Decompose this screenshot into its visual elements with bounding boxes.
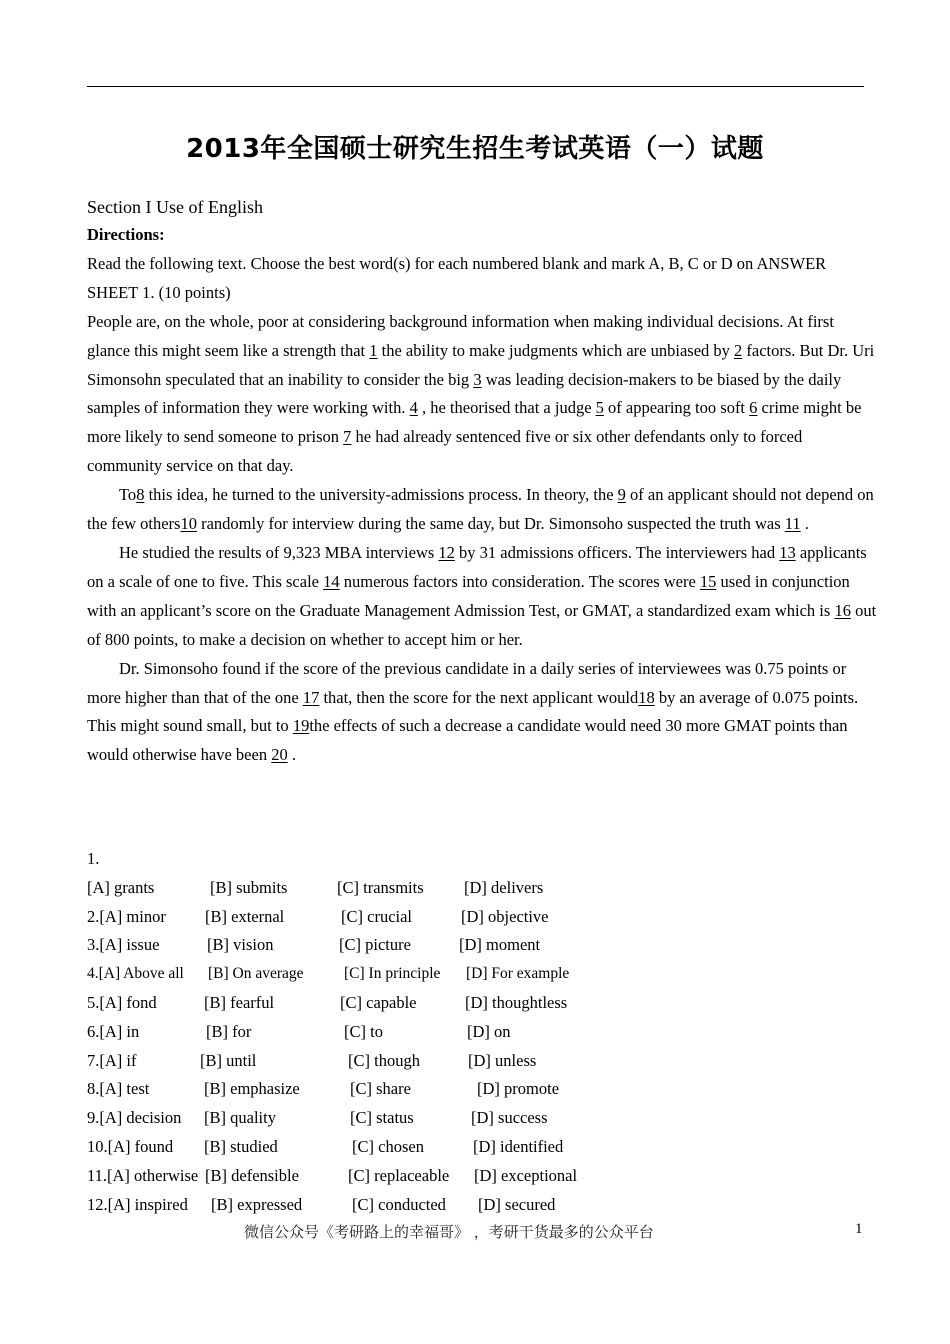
blank-15: 15 xyxy=(699,571,717,591)
option-c: [C] transmits xyxy=(337,877,424,897)
option-d: [D] success xyxy=(471,1108,548,1128)
page-footer xyxy=(0,1221,950,1243)
option-row-5 xyxy=(87,989,787,1018)
passage xyxy=(87,195,877,770)
text: the effects of such a decrease a candidate would need 30 more GMAT points than would otherwise have been xyxy=(87,716,848,765)
option-a: 8.[A] test xyxy=(87,1079,150,1099)
directions-text: Read the following text. Choose the best word(s) for each numbered blank and mark A, B, C or D on ANSWER SHEET 1. (10 points) xyxy=(87,253,827,302)
option-b: [B] defensible xyxy=(205,1165,299,1185)
blank-20: 20 xyxy=(271,745,288,765)
text: by an average of 0.075 points. This might sound small, but to xyxy=(87,687,859,736)
option-b: [B] quality xyxy=(204,1108,276,1128)
blank-19: 19 xyxy=(292,716,310,736)
blank-18: 18 xyxy=(638,687,655,707)
text: , he theorised that a judge xyxy=(417,398,596,418)
option-c: [C] status xyxy=(350,1108,414,1128)
option-c: [C] replaceable xyxy=(348,1165,450,1185)
question-1-label-row xyxy=(87,845,787,874)
blank-12: 12 xyxy=(438,542,455,562)
option-a: 10.[A] found xyxy=(87,1136,174,1156)
blank-13: 13 xyxy=(779,542,796,562)
option-d: [D] thoughtless xyxy=(465,992,568,1012)
text: that, then the score for the next applicant would xyxy=(319,687,639,707)
option-a: 12.[A] inspired xyxy=(87,1194,188,1214)
option-b: [B] external xyxy=(205,906,285,926)
option-d: [D] exceptional xyxy=(474,1165,578,1185)
option-d: [D] unless xyxy=(468,1050,537,1070)
text: of an applicant should not depend on the few others xyxy=(87,485,874,534)
option-row-2 xyxy=(87,903,787,932)
footer-text: 微信公众号《考研路上的幸福哥》 ，考研干货最多的公众平台 xyxy=(244,1223,654,1241)
page-number: 1 xyxy=(855,1221,863,1237)
option-c: [C] though xyxy=(348,1050,420,1070)
blank-3: 3 xyxy=(473,369,482,389)
option-b: [B] for xyxy=(206,1021,252,1041)
blank-2: 2 xyxy=(734,340,743,360)
option-b: [B] submits xyxy=(210,877,288,897)
header-rule xyxy=(87,86,864,87)
blank-5: 5 xyxy=(595,398,604,418)
option-b: [B] expressed xyxy=(211,1194,303,1214)
blank-9: 9 xyxy=(617,485,626,505)
option-a: 9.[A] decision xyxy=(87,1108,182,1128)
text: factors. But Dr. Uri Simonsohn speculated that an inability to consider the big xyxy=(87,340,875,389)
options-list xyxy=(87,845,787,1219)
option-a: 4.[A] Above all xyxy=(87,965,184,983)
option-a: 2.[A] minor xyxy=(87,906,166,926)
paragraph-1 xyxy=(87,308,877,481)
text: Dr. Simonsoho found if the score of the previous candidate in a daily series of interviewees was 0.75 points or more higher than that of the one xyxy=(87,658,847,707)
option-b: [B] studied xyxy=(204,1136,278,1156)
option-row-6 xyxy=(87,1018,787,1047)
paragraph-2 xyxy=(87,481,877,539)
option-c: [C] In principle xyxy=(344,965,441,983)
option-d: [D] objective xyxy=(461,906,549,926)
text: He studied the results of 9,323 MBA interviews xyxy=(119,542,439,562)
text: was leading decision-makers to be biased by the daily samples of information they were working with. xyxy=(87,369,842,418)
text: out of 800 points, to make a decision on whether to accept him or her. xyxy=(87,600,877,649)
blank-14: 14 xyxy=(323,571,340,591)
text: . xyxy=(287,745,296,765)
option-row-12 xyxy=(87,1191,787,1220)
option-b: [B] emphasize xyxy=(204,1079,300,1099)
text: applicants on a scale of one to five. This scale xyxy=(87,542,867,591)
option-b: [B] vision xyxy=(207,935,274,955)
paragraph-3 xyxy=(87,539,877,655)
option-d: [D] identified xyxy=(473,1136,564,1156)
directions-label: Directions: xyxy=(87,225,165,244)
text: . xyxy=(800,514,809,534)
blank-10: 10 xyxy=(180,514,197,534)
option-d: [D] on xyxy=(467,1021,511,1041)
option-c: [C] chosen xyxy=(352,1136,424,1156)
text: of appearing too soft xyxy=(603,398,750,418)
blank-7: 7 xyxy=(343,427,352,447)
blank-11: 11 xyxy=(784,514,801,534)
option-row-10 xyxy=(87,1133,787,1162)
option-row-4 xyxy=(87,960,787,989)
option-b: [B] fearful xyxy=(204,992,275,1012)
text: numerous factors into consideration. The scores were xyxy=(339,571,700,591)
page-title: 2013年全国硕士研究生招生考试英语（一）试题 xyxy=(186,134,764,164)
option-a: 3.[A] issue xyxy=(87,935,160,955)
text: he had already sentenced five or six other defendants only to forced community service on that day. xyxy=(87,427,803,476)
option-a: 11.[A] otherwise xyxy=(87,1165,199,1185)
option-b: [B] until xyxy=(200,1050,257,1070)
text: by 31 admissions officers. The interviewers had xyxy=(454,542,780,562)
blank-17: 17 xyxy=(302,687,320,707)
text: People are, on the whole, poor at considering background information when making individual decisions. At first glance this might seem like a strength that xyxy=(87,311,834,360)
blank-1: 1 xyxy=(369,340,378,360)
text: To xyxy=(119,485,137,505)
blank-16: 16 xyxy=(834,600,851,620)
option-row-3 xyxy=(87,931,787,960)
option-c: [C] to xyxy=(344,1021,383,1041)
option-c: [C] share xyxy=(350,1079,411,1099)
option-row-1 xyxy=(87,874,787,903)
blank-4: 4 xyxy=(409,398,418,418)
option-a: [A] grants xyxy=(87,877,155,897)
option-d: [D] moment xyxy=(459,935,541,955)
option-row-9 xyxy=(87,1104,787,1133)
text: this idea, he turned to the university-admissions process. In theory, the xyxy=(144,485,618,505)
option-d: [D] secured xyxy=(478,1194,556,1214)
option-row-7 xyxy=(87,1047,787,1076)
option-a: 5.[A] fond xyxy=(87,992,157,1012)
option-d: [D] For example xyxy=(466,965,570,983)
option-d: [D] delivers xyxy=(464,877,544,897)
option-c: [C] conducted xyxy=(352,1194,446,1214)
text: the ability to make judgments which are unbiased by xyxy=(377,340,735,360)
option-c: [C] capable xyxy=(340,992,417,1012)
option-a: 7.[A] if xyxy=(87,1050,137,1070)
option-b: [B] On average xyxy=(208,965,304,983)
option-c: [C] picture xyxy=(339,935,411,955)
option-c: [C] crucial xyxy=(341,906,413,926)
question-1-label: 1. xyxy=(87,849,100,868)
text: crime might be more likely to send someone to prison xyxy=(87,398,862,447)
option-row-11 xyxy=(87,1162,787,1191)
blank-6: 6 xyxy=(749,398,758,418)
option-d: [D] promote xyxy=(477,1079,560,1099)
text: randomly for interview during the same day, but Dr. Simonsoho suspected the truth was xyxy=(196,514,785,534)
text: used in conjunction with an applicant’s score on the Graduate Management Admission Test, or GMAT, a standardized exam which is xyxy=(87,571,850,620)
paragraph-4 xyxy=(87,655,877,771)
option-a: 6.[A] in xyxy=(87,1021,140,1041)
section-title: Section I Use of English xyxy=(87,197,263,217)
option-row-8 xyxy=(87,1075,787,1104)
blank-8: 8 xyxy=(136,485,145,505)
